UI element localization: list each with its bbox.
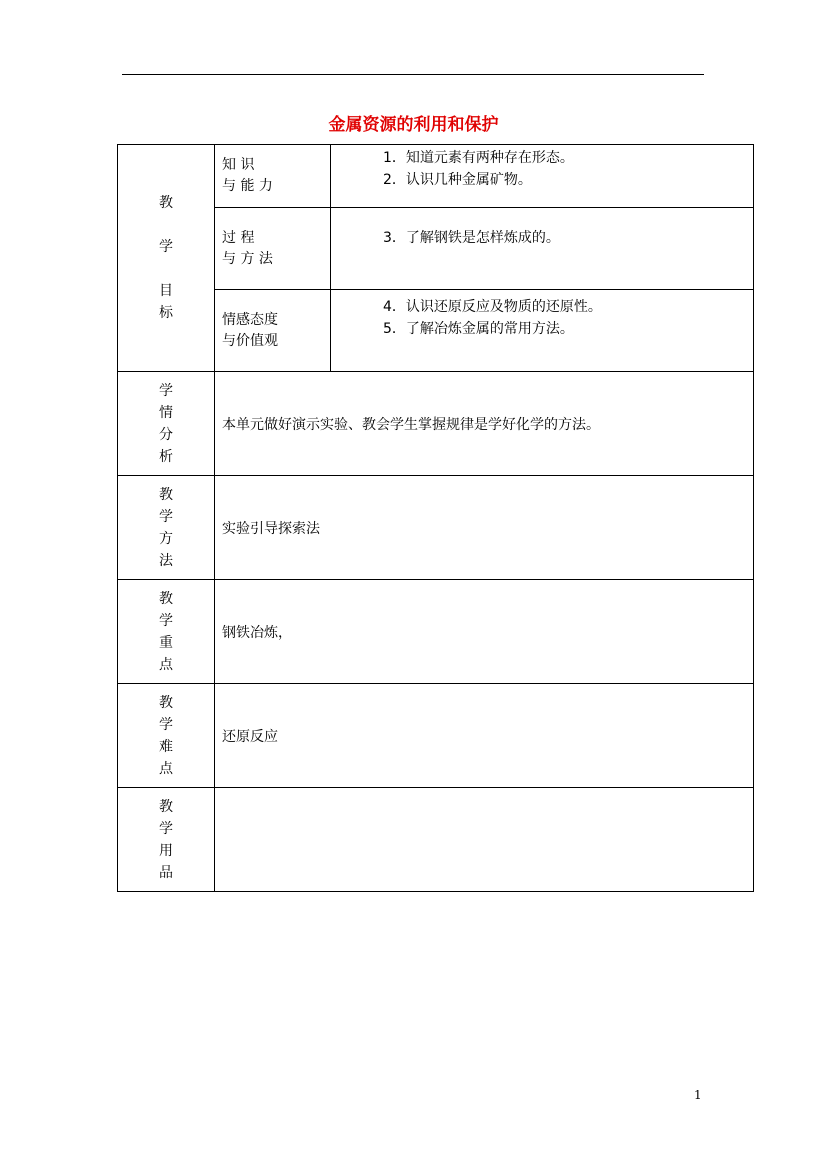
section-content	[215, 788, 754, 892]
goal-items	[331, 145, 754, 208]
goal-item: 4．认识还原反应及物质的还原性。	[383, 299, 602, 315]
goal-item: 3．了解钢铁是怎样炼成的。	[383, 230, 560, 246]
section-content: 实验引导探索法	[215, 476, 754, 580]
section-row-difficulty	[118, 684, 754, 788]
section-label-char: 学	[159, 612, 173, 629]
page-number: 1	[694, 1088, 702, 1102]
section-label-char: 用	[159, 842, 173, 859]
section-row-key-point	[118, 580, 754, 684]
goals-category-char: 教	[159, 195, 173, 211]
section-content: 钢铁冶炼，	[215, 580, 754, 684]
section-label-char: 方	[159, 530, 173, 547]
section-label-char: 情	[159, 404, 173, 421]
section-label-char: 点	[159, 656, 173, 673]
lesson-plan-table	[117, 144, 754, 892]
section-label-char: 法	[159, 552, 173, 569]
section-label-char: 点	[159, 760, 173, 777]
section-label-char: 学	[159, 508, 173, 525]
header-rule	[122, 74, 704, 75]
section-row-method	[118, 476, 754, 580]
goals-category-char: 目	[159, 283, 173, 299]
section-label-char: 品	[159, 864, 173, 881]
section-label-char: 教	[159, 798, 173, 815]
goal-sub-line: 与价值观	[222, 332, 278, 349]
section-label-char: 分	[159, 426, 173, 443]
section-row-analysis	[118, 372, 754, 476]
goals-category-cell	[118, 145, 215, 372]
section-label-char: 析	[159, 448, 173, 465]
section-label	[118, 372, 215, 476]
goal-item: 5．了解冶炼金属的常用方法。	[383, 321, 574, 337]
goal-sub-line: 与 能 力	[222, 178, 273, 194]
goals-category-char: 学	[159, 239, 173, 255]
goal-sub-line: 知 识	[222, 157, 255, 173]
section-label-char: 学	[159, 716, 173, 733]
section-label	[118, 580, 215, 684]
section-label-char: 教	[159, 486, 173, 503]
section-row-materials	[118, 788, 754, 892]
goal-items	[331, 290, 754, 372]
section-label-char: 学	[159, 382, 173, 399]
goal-sub-line: 过 程	[222, 229, 255, 246]
section-content: 本单元做好演示实验、教会学生掌握规律是学好化学的方法。	[215, 372, 754, 476]
goal-sub-label	[215, 145, 331, 208]
section-label-char: 教	[159, 694, 173, 711]
section-content: 还原反应	[215, 684, 754, 788]
section-label-char: 教	[159, 590, 173, 607]
section-label	[118, 788, 215, 892]
section-label	[118, 476, 215, 580]
section-label-char: 难	[159, 738, 173, 755]
goal-item: 1．知道元素有两种存在形态。	[383, 150, 574, 166]
section-label-char: 学	[159, 820, 173, 837]
goal-sub-line: 情感态度	[222, 311, 278, 328]
goal-row-knowledge	[118, 145, 754, 208]
goal-item: 2．认识几种金属矿物。	[383, 172, 532, 188]
section-label-char: 重	[159, 634, 173, 651]
goal-sub-line: 与 方 法	[222, 250, 273, 267]
goal-sub-label	[215, 290, 331, 372]
goal-sub-label	[215, 208, 331, 290]
goals-category-char: 标	[159, 305, 173, 321]
page-title: 金属资源的利用和保护	[328, 115, 499, 135]
goal-items	[331, 208, 754, 290]
section-label	[118, 684, 215, 788]
